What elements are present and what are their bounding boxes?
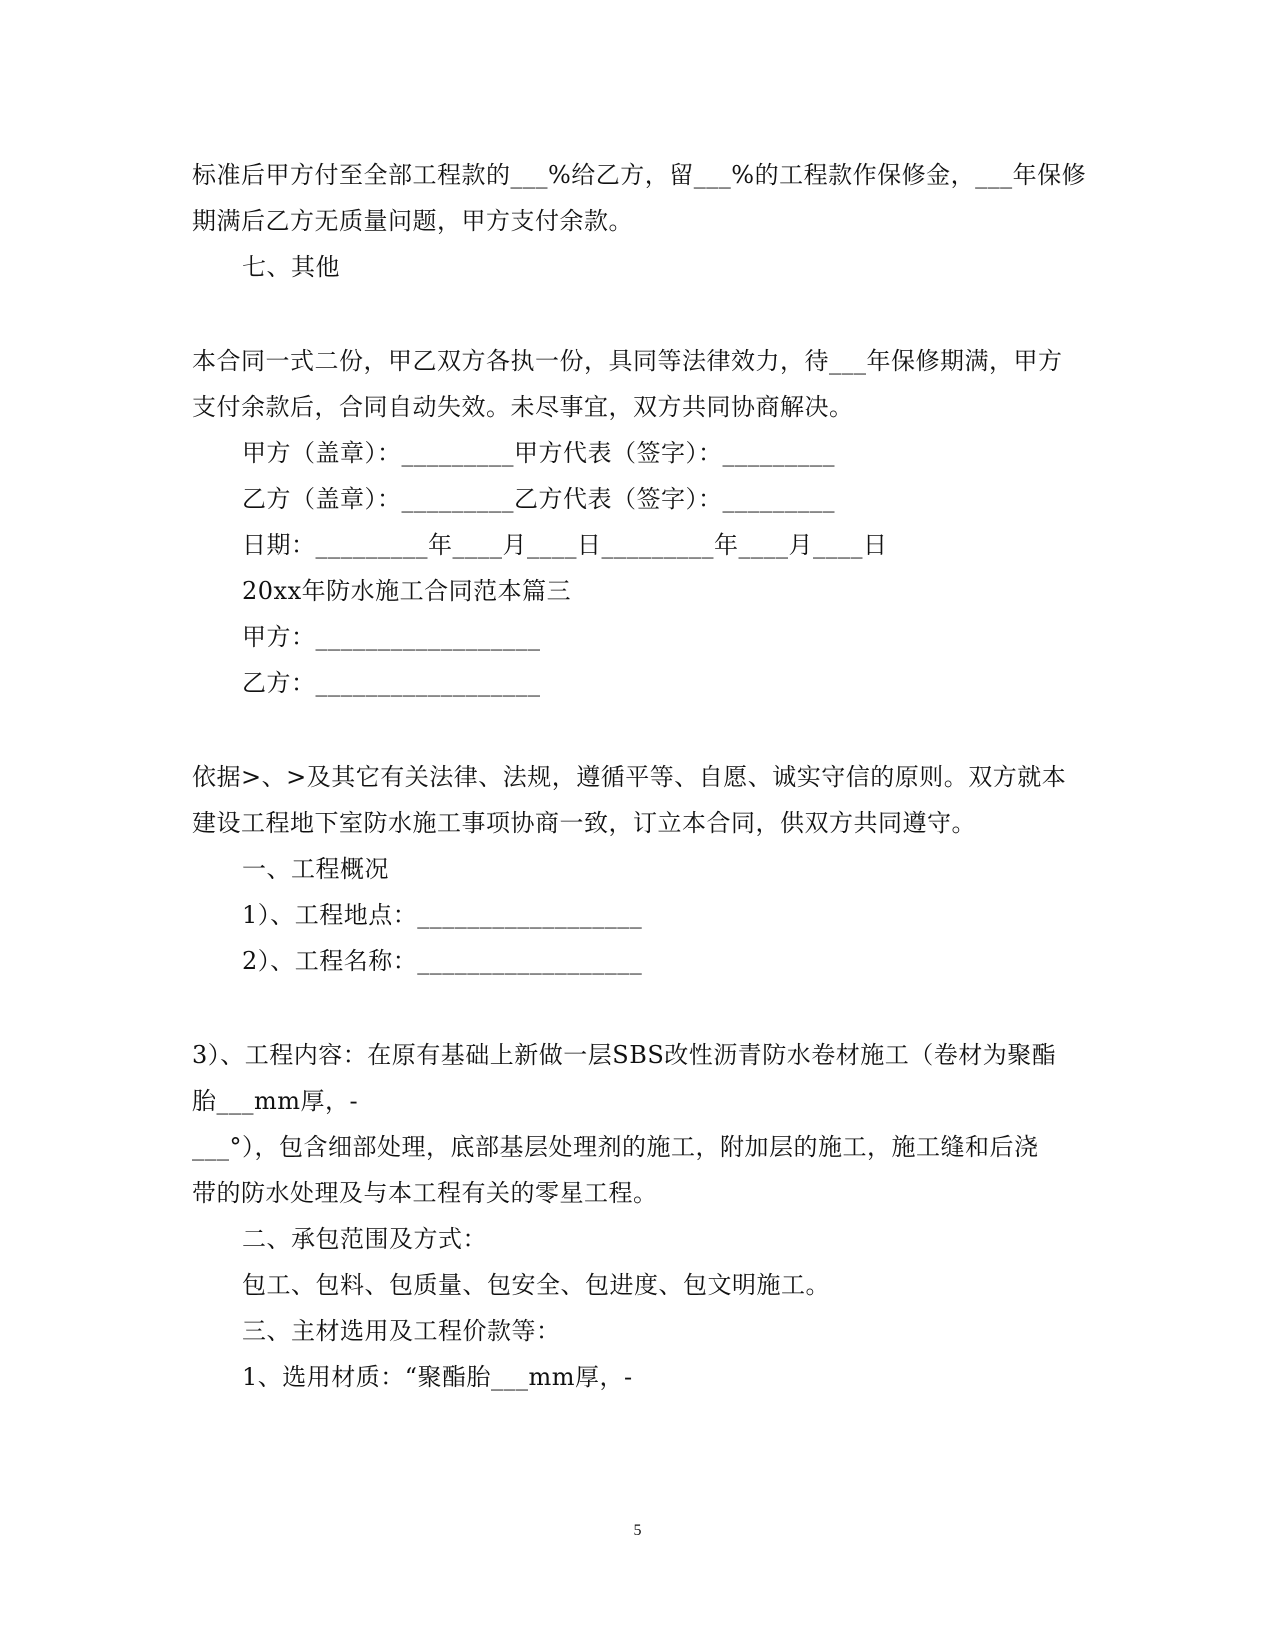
section-heading-materials: 三、主材选用及工程价款等： bbox=[242, 1317, 561, 1345]
project-name-field: 2）、工程名称：__________________ bbox=[242, 947, 643, 975]
text-line-2: 期满后乙方无质量问题，甲方支付余款。 bbox=[192, 207, 633, 235]
text-line-22: 包工、包料、包质量、包安全、包进度、包文明施工。 bbox=[242, 1271, 830, 1299]
signature-date: 日期：_________年____月____日_________年____月____日 bbox=[242, 531, 888, 559]
section-heading-scope: 二、承包范围及方式： bbox=[242, 1225, 487, 1253]
text-line-13: 建设工程地下室防水施工事项协商一致，订立本合同，供双方共同遵守。 bbox=[192, 809, 976, 837]
text-line-12: 依据>、>及其它有关法律、法规，遵循平等、自愿、诚实守信的原则。双方就本 bbox=[192, 763, 1067, 791]
party-a-field: 甲方：__________________ bbox=[242, 623, 541, 651]
text-line-5: 支付余款后，合同自动失效。未尽事宜，双方共同协商解决。 bbox=[192, 393, 854, 421]
contract-title: 20xx年防水施工合同范本篇三 bbox=[242, 577, 572, 605]
text-line-19: ___°），包含细部处理，底部基层处理剂的施工，附加层的施工，施工缝和后浇 bbox=[192, 1133, 1039, 1161]
section-heading-other: 七、其他 bbox=[242, 253, 340, 281]
text-line-24: 1、选用材质：“聚酯胎___mm厚，- bbox=[242, 1363, 633, 1391]
project-location-field: 1）、工程地点：__________________ bbox=[242, 901, 643, 929]
page-number: 5 bbox=[633, 1522, 642, 1539]
signature-party-b: 乙方（盖章）：_________乙方代表（签字）：_________ bbox=[242, 485, 835, 513]
signature-party-a: 甲方（盖章）：_________甲方代表（签字）：_________ bbox=[242, 439, 835, 467]
text-line-20: 带的防水处理及与本工程有关的零星工程。 bbox=[192, 1179, 658, 1207]
text-line-18: 胎___mm厚，- bbox=[192, 1087, 359, 1115]
party-b-field: 乙方：__________________ bbox=[242, 669, 541, 697]
text-line-1: 标准后甲方付至全部工程款的___%给乙方，留___%的工程款作保修金，___年保修 bbox=[192, 161, 1087, 189]
section-heading-overview: 一、工程概况 bbox=[242, 855, 389, 883]
text-line-17: 3）、工程内容：在原有基础上新做一层SBS改性沥青防水卷材施工（卷材为聚酯 bbox=[192, 1041, 1057, 1069]
text-line-4: 本合同一式二份，甲乙双方各执一份，具同等法律效力，待___年保修期满，甲方 bbox=[192, 347, 1063, 375]
